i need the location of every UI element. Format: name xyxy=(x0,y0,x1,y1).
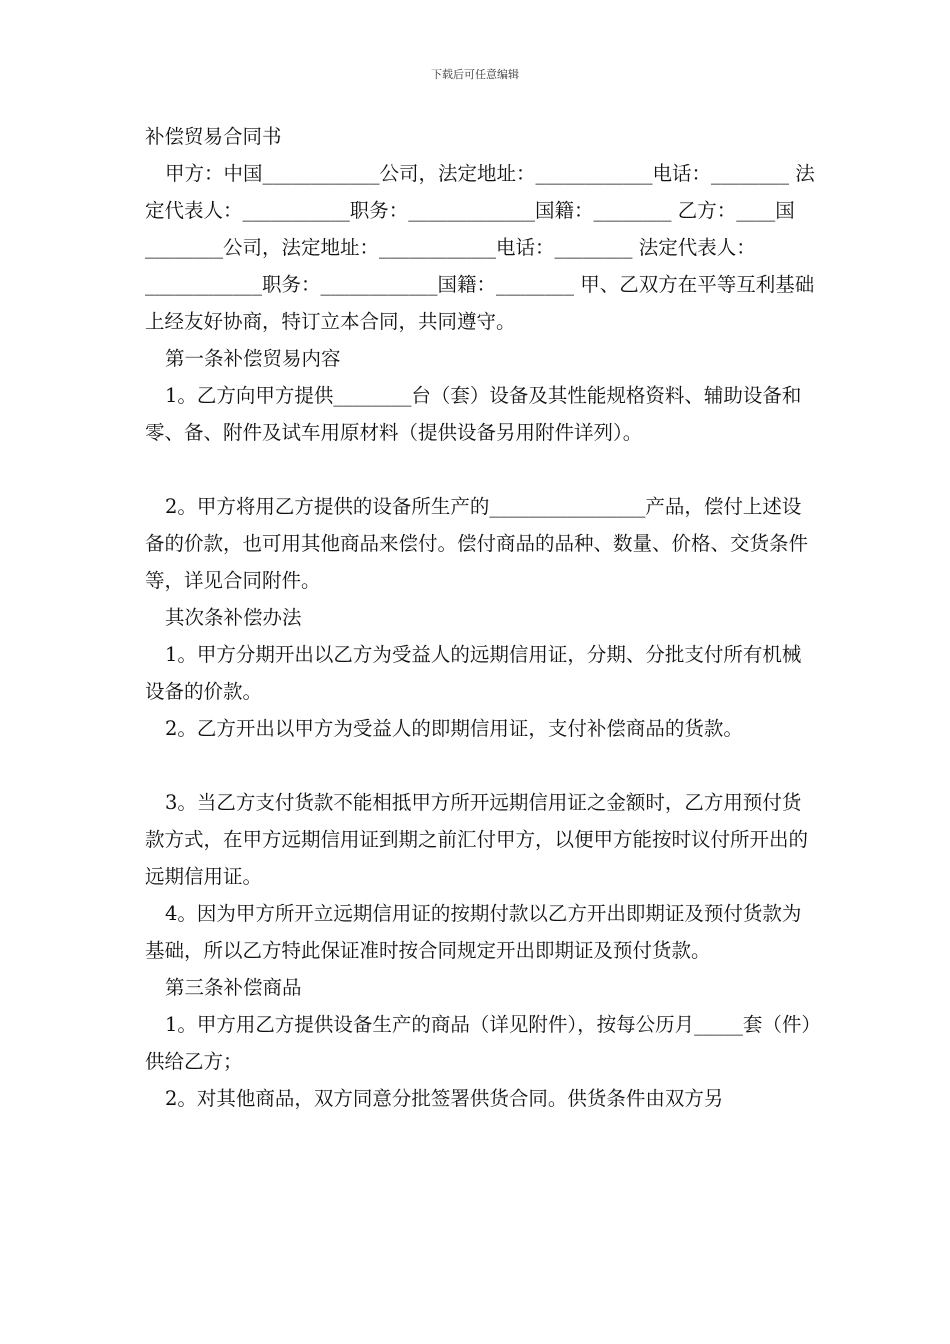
document-title: 补偿贸易合同书 xyxy=(145,125,282,148)
article-2-item-1: 1。甲方分期开出以乙方为受益人的远期信用证，分期、分批支付所有机械设备的价款。 xyxy=(145,643,802,703)
document-body xyxy=(145,118,815,1117)
article-1-item-2: 2。甲方将用乙方提供的设备所生产的________________产品，偿付上述设备的价款，也可用其他商品来偿付。偿付商品的品种、数量、价格、交货条件等，详见合同附件。 xyxy=(145,495,809,592)
article-3-heading: 第三条补偿商品 xyxy=(165,976,302,999)
article-3-item-2: 2。对其他商品，双方同意分批签署供货合同。供货条件由双方另 xyxy=(165,1087,724,1110)
parties-paragraph: 甲方：中国____________公司，法定地址：____________电话：________ 法定代表人：___________职务：_____________国籍：________ 乙方：____国________公司，法定地址：____________电话：________ 法定代表人：____________职务：____________国籍：________ 甲、乙双方在平等互利基础上经友好协商，特订立本合同，共同遵守。 xyxy=(145,162,815,333)
article-2-item-3: 3。当乙方支付货款不能相抵甲方所开远期信用证之金额时，乙方用预付货款方式，在甲方远期信用证到期之前汇付甲方，以便甲方能按时议付所开出的远期信用证。 xyxy=(145,791,809,888)
article-2-heading: 其次条补偿办法 xyxy=(165,606,302,629)
page-header: 下载后可任意编辑 xyxy=(431,68,519,81)
article-2-item-2: 2。乙方开出以甲方为受益人的即期信用证，支付补偿商品的货款。 xyxy=(165,717,743,740)
article-3-item-1: 1。甲方用乙方提供设备生产的商品（详见附件），按每公历月_____套（件）供给乙方； xyxy=(145,1013,812,1073)
blank-line xyxy=(145,451,815,488)
blank-line xyxy=(145,747,815,784)
article-1-heading: 第一条补偿贸易内容 xyxy=(165,347,341,370)
article-1-item-1: 1。乙方向甲方提供________台（套）设备及其性能规格资料、辅助设备和零、备、附件及试车用原材料（提供设备另用附件详列）。 xyxy=(145,384,802,444)
article-2-item-4: 4。因为甲方所开立远期信用证的按期付款以乙方开出即期证及预付货款为基础，所以乙方特此保证准时按合同规定开出即期证及预付货款。 xyxy=(145,902,802,962)
